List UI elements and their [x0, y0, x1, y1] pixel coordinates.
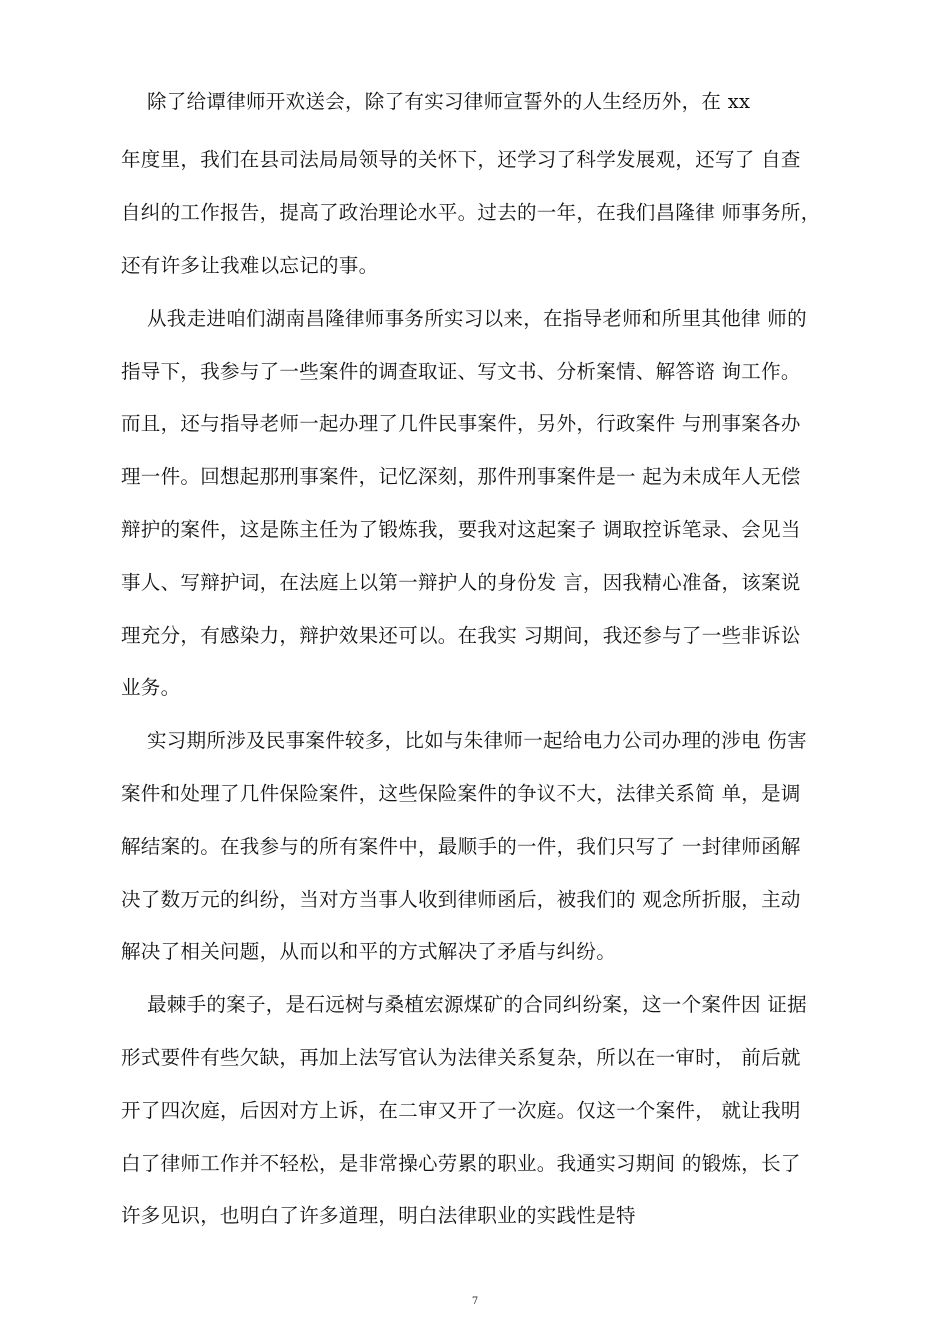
text-line-15: 解结案的。在我参与的所有案件中，最顺手的一件，我们只写了 一封律师函解 — [121, 835, 801, 858]
text-line-18: 最棘手的案子，是石远树与桑植宏源煤矿的合同纠纷案，这一个案件因 证据 — [147, 993, 807, 1016]
text-line-1: 除了给谭律师开欢送会，除了有实习律师宣誓外的人生经历外，在 xx — [147, 90, 751, 113]
text-line-3: 自纠的工作报告，提高了政治理论水平。过去的一年，在我们昌隆律 师事务所， — [121, 201, 821, 224]
text-line-22: 许多见识，也明白了许多道理，明白法律职业的实践性是特 — [121, 1204, 636, 1227]
text-line-10: 事人、写辩护词，在法庭上以第一辩护人的身份发 言，因我精心准备，该案说 — [121, 571, 801, 594]
text-line-6: 指导下，我参与了一些案件的调查取证、写文书、分析案情、解答谘 询工作。 — [121, 360, 801, 383]
text-line-2: 年度里，我们在县司法局局领导的关怀下，还学习了科学发展观，还写了 自查 — [121, 148, 801, 171]
text-line-5: 从我走进咱们湖南昌隆律师事务所实习以来，在指导老师和所里其他律 师的 — [147, 307, 807, 330]
text-line-11: 理充分，有感染力，辩护效果还可以。在我实 习期间，我还参与了一些非诉讼 — [121, 624, 801, 647]
text-line-13: 实习期所涉及民事案件较多，比如与朱律师一起给电力公司办理的涉电 伤害 — [147, 729, 807, 752]
text-line-21: 白了律师工作并不轻松，是非常操心劳累的职业。我通实习期间 的锻炼，长了 — [121, 1152, 801, 1175]
text-line-7: 而且，还与指导老师一起办理了几件民事案件，另外，行政案件 与刑事案各办 — [121, 412, 801, 435]
text-line-12: 业务。 — [121, 676, 181, 699]
text-line-8: 理一件。回想起那刑事案件，记忆深刻，那件刑事案件是一 起为未成年人无偿 — [121, 465, 801, 488]
text-line-20: 开了四次庭，后因对方上诉，在二审又开了一次庭。仅这一个案件， 就让我明 — [121, 1099, 801, 1122]
text-line-16: 决了数万元的纠纷，当对方当事人收到律师函后，被我们的 观念所折服，主动 — [121, 888, 801, 911]
text-line-4: 还有许多让我难以忘记的事。 — [121, 254, 379, 277]
text-line-17: 解决了相关问题，从而以和平的方式解决了矛盾与纠纷。 — [121, 940, 617, 963]
text-line-9: 辩护的案件，这是陈主任为了锻炼我，要我对这起案子 调取控诉笔录、会见当 — [121, 518, 801, 541]
page-number: 7 — [471, 1296, 479, 1307]
text-line-19: 形式要件有些欠缺，再加上法写官认为法律关系复杂，所以在一审时， 前后就 — [121, 1046, 801, 1069]
text-line-14: 案件和处理了几件保险案件，这些保险案件的争议不大，法律关系简 单，是调 — [121, 782, 801, 805]
